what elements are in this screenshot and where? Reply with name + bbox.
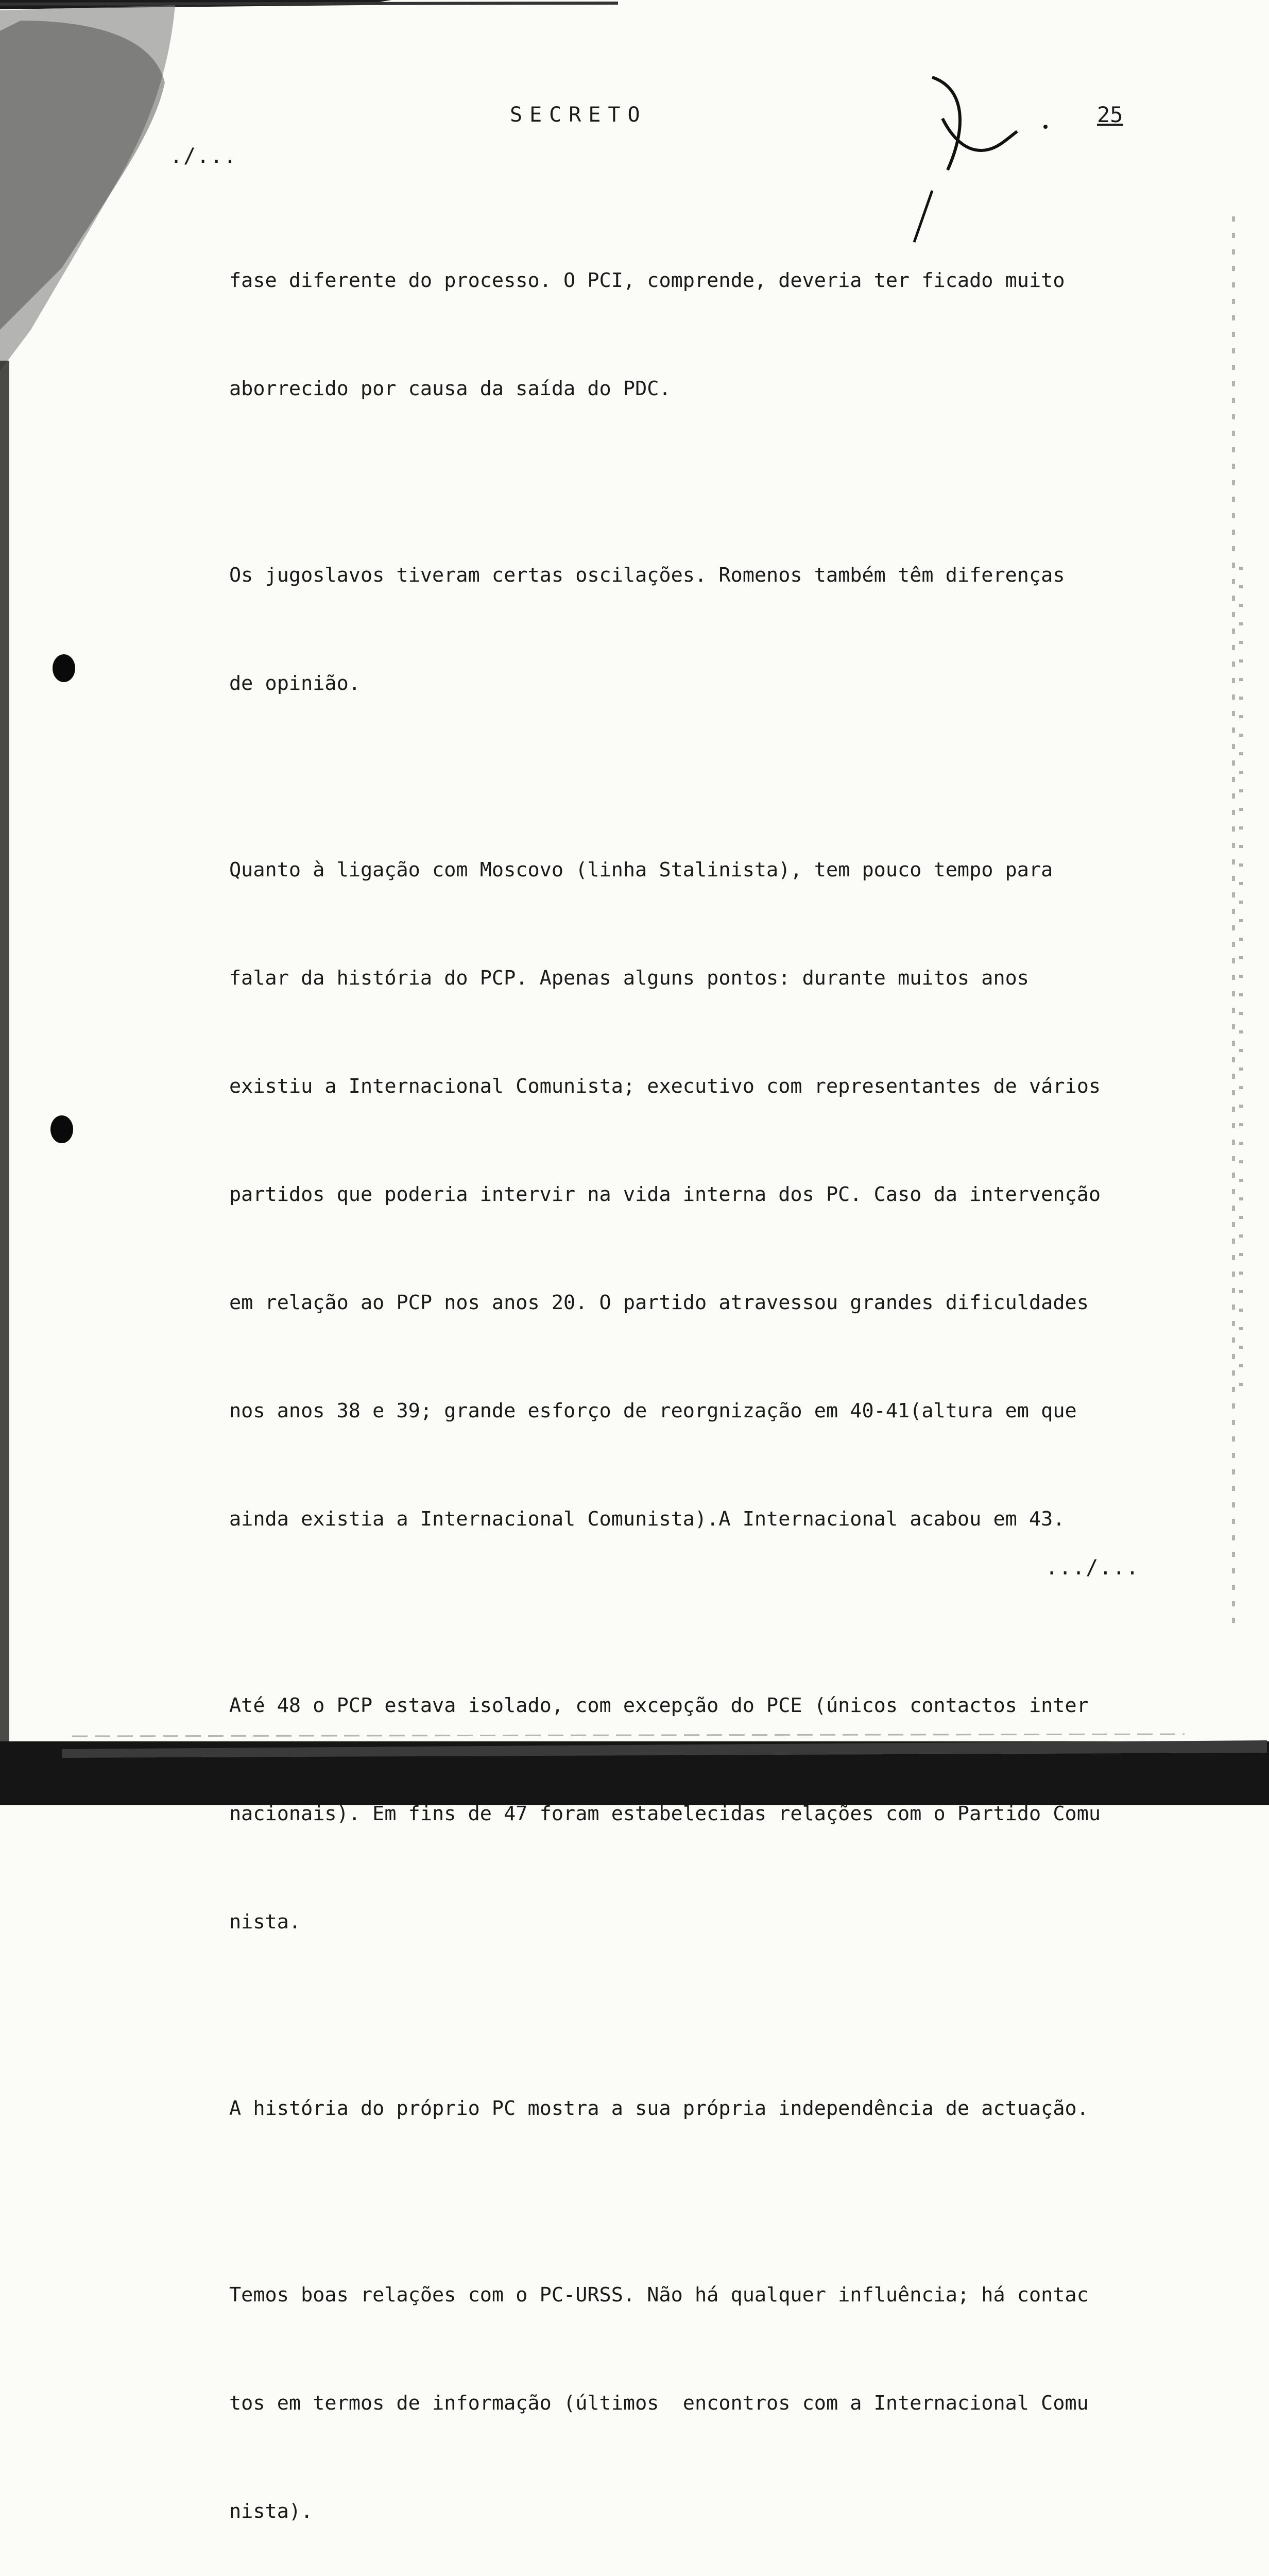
text-line: partidos que poderia intervir na vida interna dos PC. Caso da intervenção — [229, 1183, 1101, 1206]
paragraph — [229, 191, 1136, 479]
text-line: fase diferente do processo. O PCI, comprende, deveria ter ficado muito — [229, 269, 1065, 292]
page-number: 25 — [1097, 102, 1123, 127]
text-line: Temos boas relações com o PC-URSS. Não há qualquer influência; há contac — [229, 2283, 1089, 2307]
paragraph — [229, 485, 1136, 774]
text-line: aborrecido por causa da saída do PDC. — [229, 377, 671, 400]
classification-header: SECRETO — [510, 103, 647, 127]
paragraph — [229, 2019, 1136, 2199]
text-line: A história do próprio PC mostra a sua própria independência de actuação. — [229, 2097, 1089, 2120]
text-line: falar da história do PCP. Apenas alguns pontos: durante muitos anos — [229, 967, 1029, 990]
paragraph — [229, 2205, 1136, 2576]
text-line: Os jugoslavos tiveram certas oscilações. Romenos também têm diferenças — [229, 564, 1065, 587]
paragraph — [229, 780, 1136, 1609]
continued-from-marker: ./... — [170, 144, 237, 168]
text-line: em relação ao PCP nos anos 20. O partido atravessou grandes dificuldades — [229, 1291, 1089, 1314]
text-line: nacionais). Em fins de 47 foram estabelecidas relações com o Partido Comu — [229, 1802, 1101, 1825]
text-line: Quanto à ligação com Moscovo (linha Stalinista), tem pouco tempo para — [229, 858, 1053, 882]
continued-on-marker: .../... — [1045, 1556, 1140, 1580]
text-line: Até 48 o PCP estava isolado, com excepção do PCE (únicos contactos inter — [229, 1694, 1089, 1717]
paragraph — [229, 1616, 1136, 2012]
punch-hole-lower — [50, 1115, 73, 1143]
document-body — [229, 191, 1136, 2576]
punch-hole-upper — [53, 654, 75, 682]
text-line: tos em termos de informação (últimos encontros com a Internacional Comu — [229, 2392, 1089, 2415]
text-line: ainda existia a Internacional Comunista).A Internacional acabou em 43. — [229, 1507, 1065, 1531]
text-line: nos anos 38 e 39; grande esforço de reorgnização em 40-41(altura em que — [229, 1399, 1077, 1422]
text-line: nista. — [229, 1910, 301, 1934]
text-line: nista). — [229, 2500, 313, 2523]
text-line: de opinião. — [229, 672, 361, 695]
text-line: existiu a Internacional Comunista; executivo com representantes de vários — [229, 1075, 1101, 1098]
